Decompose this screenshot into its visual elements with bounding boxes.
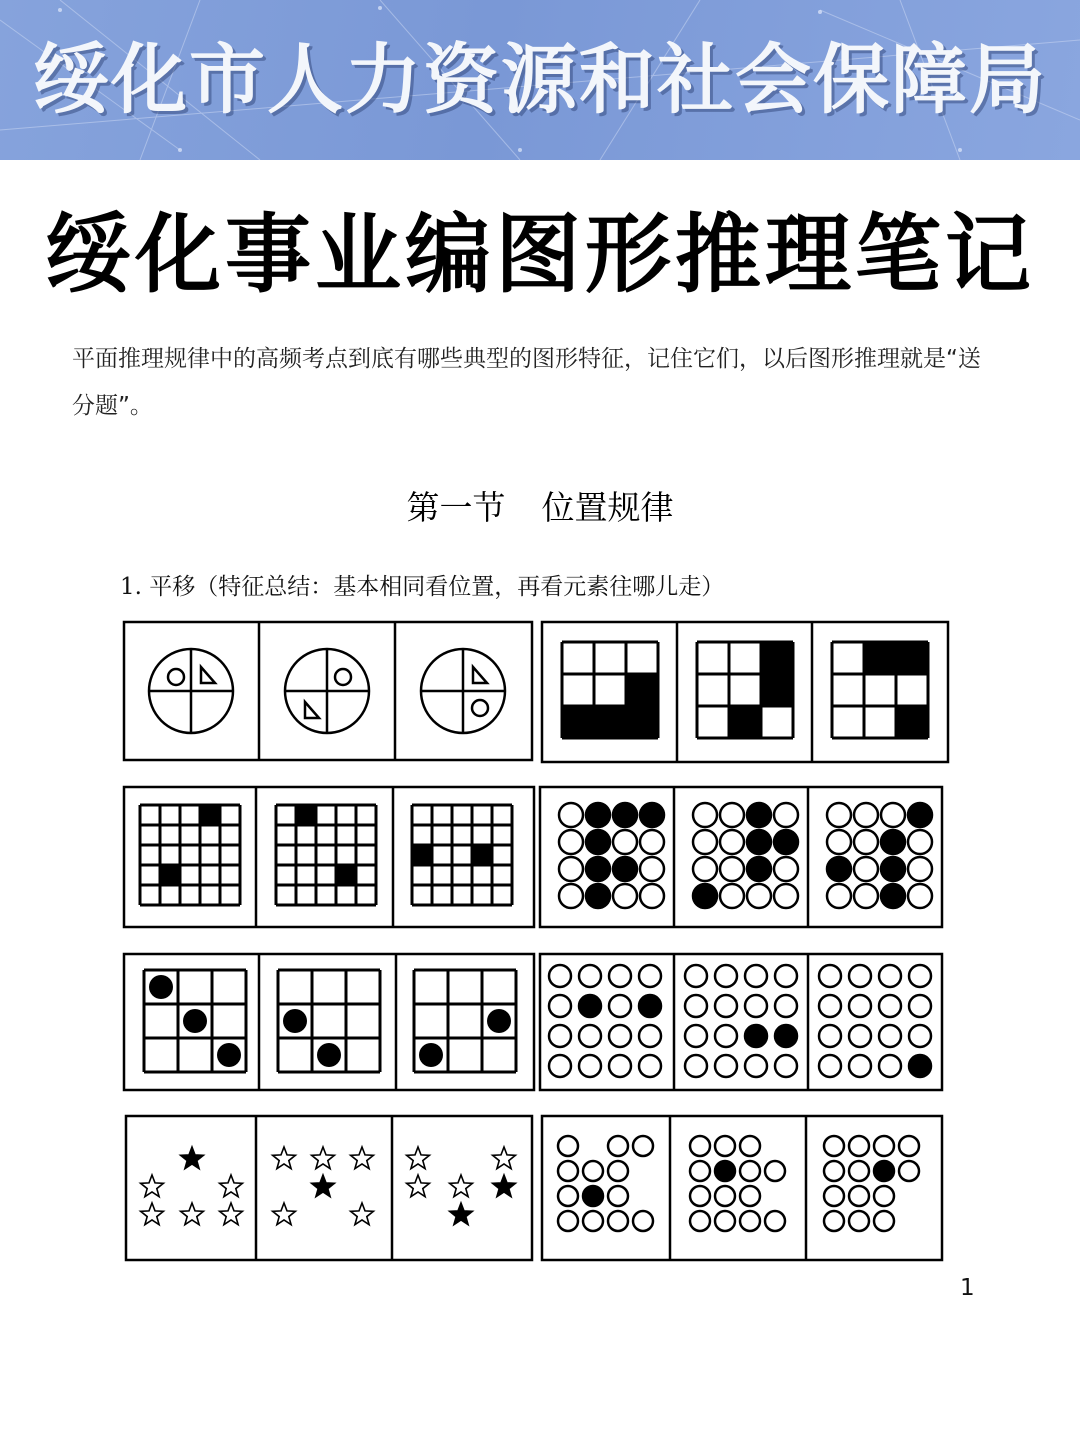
- section-number: 第一节: [406, 488, 506, 527]
- dot: [217, 1043, 241, 1067]
- section-title: [0, 482, 1080, 529]
- outline-star-icon: [351, 1203, 374, 1225]
- filled-star-icon: [493, 1175, 516, 1197]
- outline-star-icon: [273, 1203, 296, 1225]
- dot: [283, 1009, 307, 1033]
- figure-row2-right-circles: [538, 785, 944, 929]
- outline-star-icon: [351, 1147, 374, 1169]
- grid-5x5: [140, 805, 240, 905]
- dot: [183, 1009, 207, 1033]
- outline-star-icon: [220, 1175, 243, 1197]
- figure-row3-left-grids: [122, 952, 536, 1092]
- grid-5x5: [412, 805, 512, 905]
- circle-grid-4x4: [827, 803, 932, 908]
- grid-3x3: [697, 642, 793, 738]
- circle-grid-4x4: [693, 803, 798, 908]
- outline-star-icon: [407, 1175, 430, 1197]
- grid-5x5: [276, 805, 376, 905]
- figure-row1-left-circles: [122, 620, 534, 762]
- figure-row1-right-grids: [540, 620, 950, 764]
- outline-star-icon: [312, 1147, 335, 1169]
- figure-row2-left-grids: [122, 785, 536, 929]
- intro-paragraph: 平面推理规律中的高频考点到底有哪些典型的图形特征，记住它们，以后图形推理就是“送分题”。: [72, 346, 981, 419]
- figure-row4-right-circles: [540, 1114, 944, 1262]
- outline-star-icon: [220, 1203, 243, 1225]
- dot: [419, 1043, 443, 1067]
- outline-star-icon: [181, 1203, 204, 1225]
- filled-star-icon: [312, 1175, 335, 1197]
- section-name: 位置规律: [541, 488, 674, 527]
- dot: [487, 1009, 511, 1033]
- outline-star-icon: [273, 1147, 296, 1169]
- dot: [149, 975, 173, 999]
- dot: [317, 1043, 341, 1067]
- circle-grid-4x4: [819, 965, 931, 1077]
- banner-title: 绥化市人力资源和社会保障局: [33, 35, 1047, 124]
- figure-row3-right-circles: [538, 952, 944, 1092]
- page-number: 1: [960, 1275, 975, 1301]
- grid-3x3: [562, 642, 658, 738]
- circle-cluster: [558, 1136, 653, 1231]
- circle-grid-4x4: [549, 965, 661, 1077]
- filled-star-icon: [450, 1203, 473, 1225]
- circle-cluster: [824, 1136, 919, 1231]
- subsection-title: 1. 平移（特征总结：基本相同看位置，再看元素往哪儿走）: [120, 574, 725, 600]
- circle-grid-4x4: [559, 803, 664, 908]
- outline-star-icon: [450, 1175, 473, 1197]
- banner: [0, 0, 1080, 160]
- filled-star-icon: [181, 1147, 204, 1169]
- circle-grid-4x4: [685, 965, 797, 1077]
- outline-star-icon: [141, 1203, 164, 1225]
- outline-star-icon: [407, 1147, 430, 1169]
- outline-star-icon: [141, 1175, 164, 1197]
- page-title: 绥化事业编图形推理笔记: [45, 205, 1035, 305]
- grid-3x3: [832, 642, 928, 738]
- figure-row4-left-stars: [124, 1114, 534, 1262]
- outline-star-icon: [493, 1147, 516, 1169]
- circle-cluster: [690, 1136, 785, 1231]
